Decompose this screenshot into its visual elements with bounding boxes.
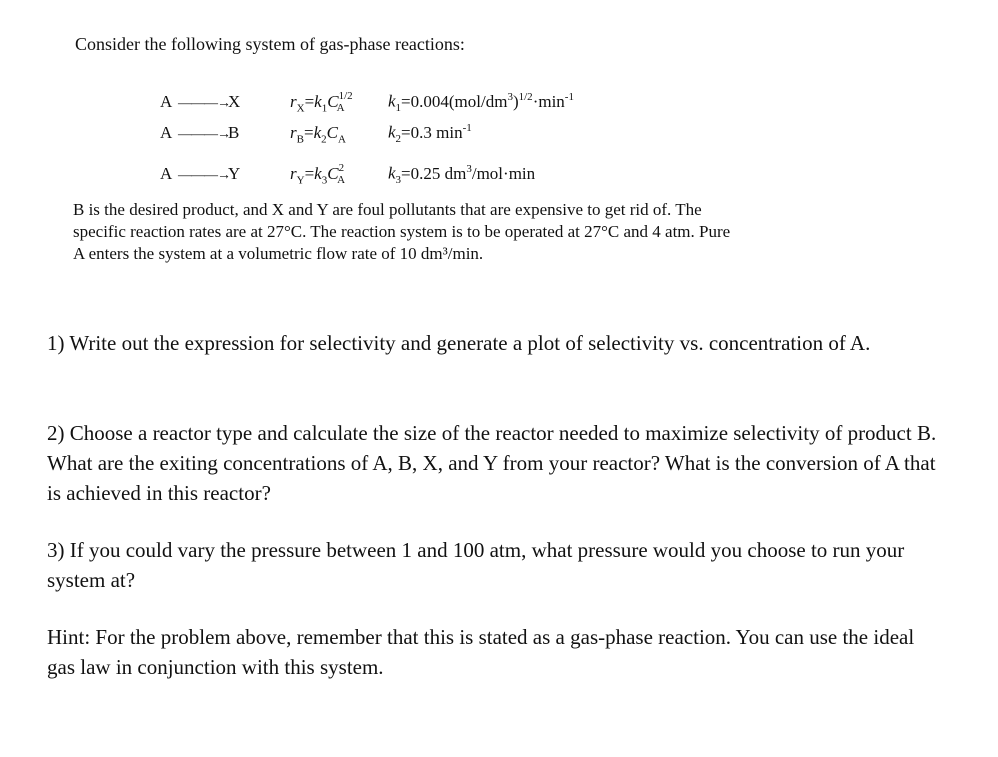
reaction-row — [160, 90, 574, 114]
reactant: A — [160, 92, 173, 111]
question-1: 1) Write out the expression for selectivity and generate a plot of selectivity vs. concentration of A. — [47, 331, 871, 355]
product: Y — [228, 164, 241, 183]
product: B — [228, 122, 240, 142]
reactant: A — [160, 164, 173, 183]
rate-law: $r_Y=k_3C^2_A$ — [290, 162, 346, 187]
rate-constant: $k_2=0.3$ $\min^{-1}$ — [388, 122, 472, 146]
arrow-icon: ———→ — [178, 126, 230, 142]
rate-constant: $k_3=0.25$ $dm^3/mol\cdot\min$ — [388, 163, 536, 187]
rate-law: $r_X=k_1C^{1/2}_A$ — [290, 90, 353, 115]
arrow-icon: ———→ — [178, 96, 230, 111]
rate-constant: $k_1=0.004(mol/dm^3)^{1/2}\cdot\min^{-1}$ — [388, 91, 574, 115]
reaction-row — [160, 122, 472, 145]
problem-description: B is the desired product, and X and Y are foul pollutants that are expensive to get rid of. The specific reaction rates are at 27°C. The reaction system is to be operated at 27°C and 4 atm. Pure A enters the system at a volumetric flow rate of 10 dm³/min. — [73, 200, 731, 263]
arrow-icon: ———→ — [178, 168, 230, 183]
hint: Hint: For the problem above, remember that this is stated as a gas-phase reaction. You can use the ideal gas law in conjunction with this system. — [47, 625, 915, 679]
problem-heading: Consider the following system of gas-phase reactions: — [75, 34, 465, 54]
product: X — [228, 92, 241, 111]
reaction-row — [160, 162, 535, 186]
rate-law: $r_B=k_2C_A$ — [290, 122, 346, 146]
question-3: 3) If you could vary the pressure between 1 and 100 atm, what pressure would you choose to run your system at? — [47, 538, 905, 592]
question-2: 2) Choose a reactor type and calculate the size of the reactor needed to maximize selectivity of product B. What are the exiting concentrations of A, B, X, and Y from your reactor? What is the conversion of A that is achieved in this reactor? — [47, 421, 937, 505]
reactant: A — [160, 122, 173, 142]
